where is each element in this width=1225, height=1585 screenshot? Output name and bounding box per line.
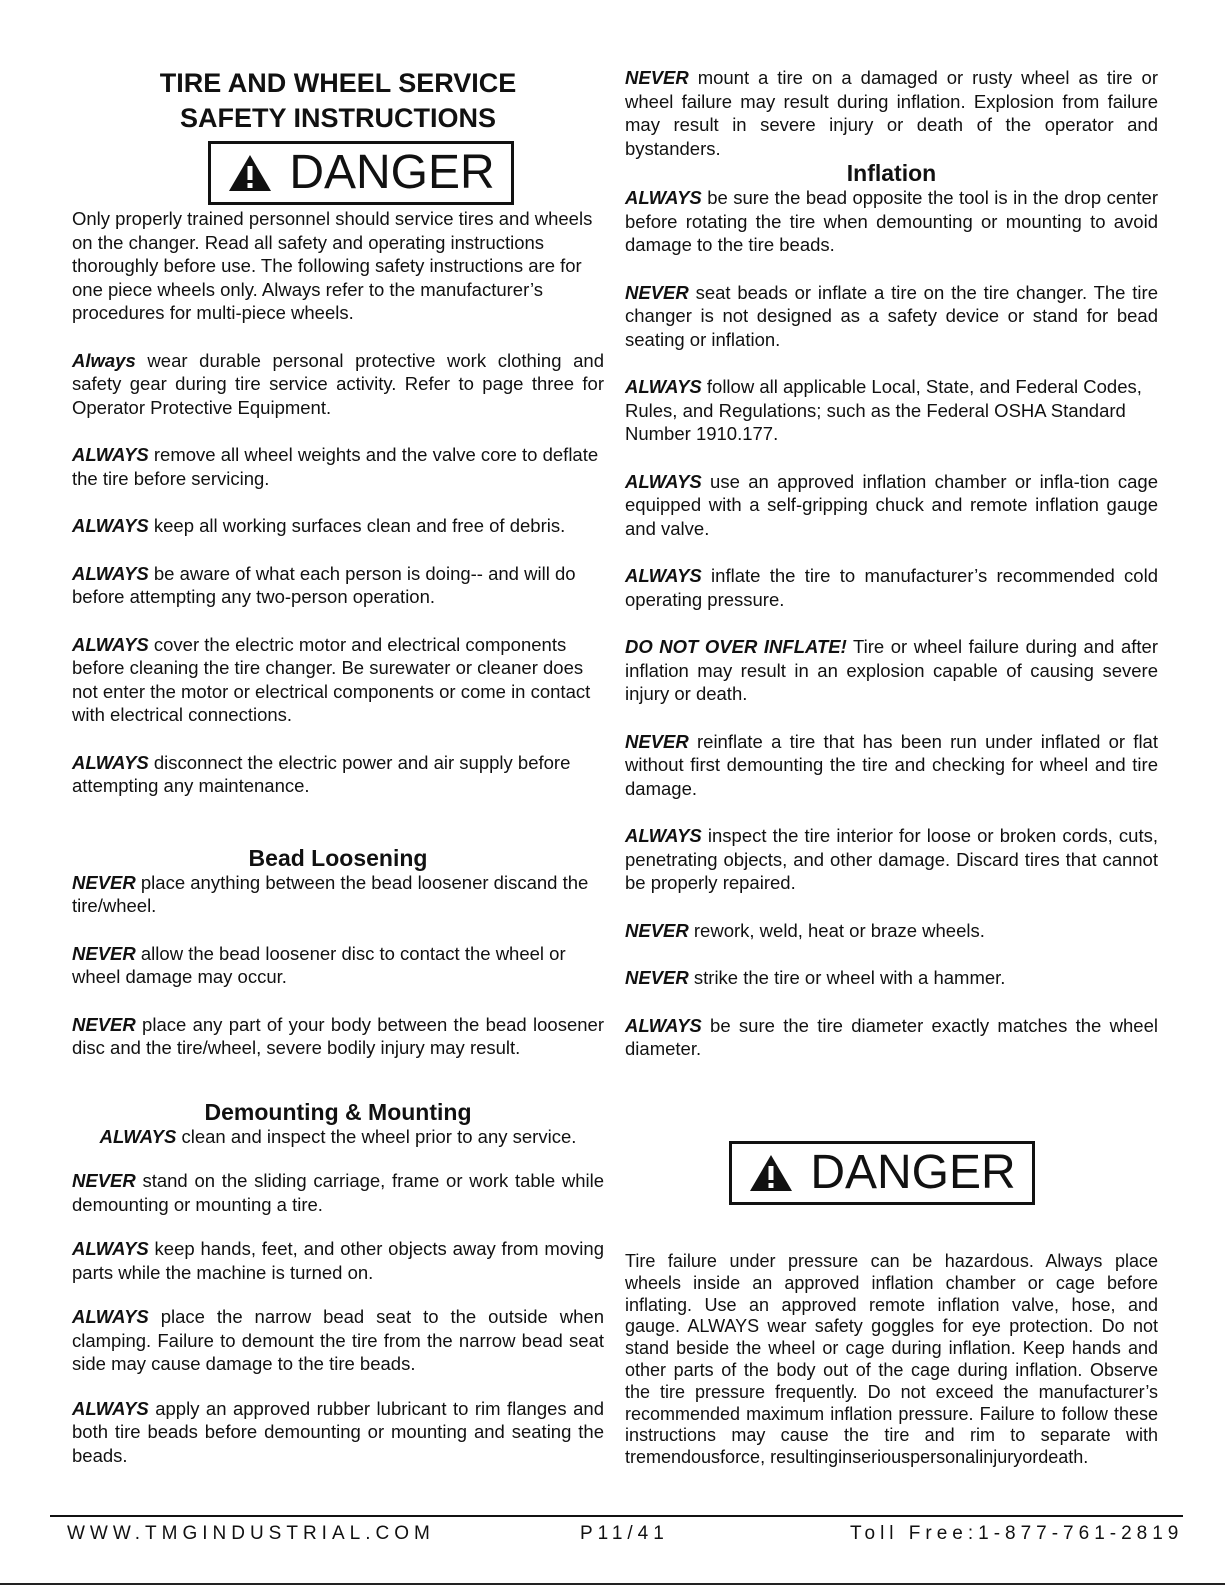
inflation-item: NEVER strike the tire or wheel with a hammer. xyxy=(625,967,1006,988)
inflation-item: ALWAYS inspect the tire interior for loose or broken cords, cuts, penetrating objects, and other damage. Discard tires that cannot be properly repaired. xyxy=(625,825,1158,893)
left-column xyxy=(72,66,604,1467)
inflation-item: ALWAYS follow all applicable Local, State, and Federal Codes, Rules, and Regulations; such as the Federal OSHA Standard Number 1910.177. xyxy=(625,376,1142,444)
right-column xyxy=(625,66,1158,1061)
bead-item: NEVER allow the bead loosener disc to contact the wheel or wheel damage may occur. xyxy=(72,942,566,987)
demounting-mounting-heading: Demounting & Mounting xyxy=(204,1098,472,1125)
safety-item: ALWAYS cover the electric motor and electrical components before cleaning the tire changer. Be surewater or cleaner does not enter the motor or electrical components or come in contact with electrical connections. xyxy=(72,633,591,725)
safety-item: ALWAYS keep all working surfaces clean and free of debris. xyxy=(72,515,566,536)
bead-item: NEVER place anything between the bead loosener discand the tire/wheel. xyxy=(72,871,589,916)
footer-divider xyxy=(50,1515,1183,1517)
inflation-item: NEVER seat beads or inflate a tire on the tire changer. The tire changer is not designed as a safety device or stand for bead seating or inflation. xyxy=(625,281,1158,350)
inflation-item: DO NOT OVER INFLATE! Tire or wheel failure during and after inflation may result in an explosion capable of causing severe injury or death. xyxy=(625,636,1158,704)
title-line-1: TIRE AND WHEEL SERVICE xyxy=(159,68,517,98)
inflation-item: ALWAYS use an approved inflation chamber or infla-tion cage equipped with a self-gripping chuck and remote inflation gauge and valve. xyxy=(625,470,1158,539)
safety-item: ALWAYS remove all wheel weights and the valve core to deflate the tire before servicing. xyxy=(72,444,599,489)
warning-paragraph: Tire failure under pressure can be hazardous. Always place wheels inside an approved inflation chamber or cage before inflating. Use an approved remote inflation valve, hose, and gauge. ALWAYS wear safety goggles for eye protection. Do not stand beside the wheel or cage during inflation. Keep hands and other parts of the body out of the cage during inflation. Observe the tire pressure frequently. Do not exceed the manufacturer’s recommended maximum inflation pressure. Failure to follow these instructions may cause the tire and rim to separate with tremendousforce, resultinginseriouspersonalinjuryordeath. xyxy=(625,1251,1158,1468)
safety-item: ALWAYS disconnect the electric power and air supply before attempting any maintenance. xyxy=(72,751,571,796)
warning-triangle-icon xyxy=(227,153,273,193)
bead-item: NEVER place any part of your body between the bead loosener disc and the tire/wheel, severe bodily injury may result. xyxy=(72,1013,604,1058)
demount-item: ALWAYS keep hands, feet, and other objects away from moving parts while the machine is turned on. xyxy=(72,1238,604,1283)
demount-item: NEVER stand on the sliding carriage, frame or work table while demounting or mounting a tire. xyxy=(72,1170,604,1215)
demount-item: ALWAYS apply an approved rubber lubricant to rim flanges and both tire beads before demounting or mounting and seating the beads. xyxy=(72,1397,604,1466)
demount-item: ALWAYS place the narrow bead seat to the outside when clamping. Failure to demount the tire from the narrow bead seat side may cause damage to the tire beads. xyxy=(72,1306,604,1374)
inflation-item: ALWAYS be sure the bead opposite the tool is in the drop center before rotating the tire when demounting or mounting to avoid damage to the tire beads. xyxy=(625,187,1158,255)
inflation-item: ALWAYS inflate the tire to manufacturer’s recommended cold operating pressure. xyxy=(625,565,1158,610)
title-line-2: SAFETY INSTRUCTIONS xyxy=(179,103,497,133)
footer-phone: Toll Free:1-877-761-2819 xyxy=(850,1523,1184,1544)
inflation-item: NEVER rework, weld, heat or braze wheels. xyxy=(625,919,985,941)
footer-website: WWW.TMGINDUSTRIAL.COM xyxy=(67,1523,435,1544)
warning-triangle-icon xyxy=(748,1153,794,1193)
safety-item: NEVER mount a tire on a damaged or rusty wheel as tire or wheel failure may result during inflation. Explosion from failure may result in severe injury or death of the operator and bystanders. xyxy=(625,67,1158,159)
inflation-heading: Inflation xyxy=(846,160,937,186)
demount-item: ALWAYS clean and inspect the wheel prior to any service. xyxy=(99,1125,577,1147)
safety-item: ALWAYS be aware of what each person is doing-- and will do before attempting any two-person operation. xyxy=(72,562,576,607)
inflation-item: NEVER reinflate a tire that has been run under inflated or flat without first demounting the tire and checking for wheel and tire damage. xyxy=(625,730,1158,799)
bead-loosening-heading: Bead Loosening xyxy=(248,844,428,871)
page-title xyxy=(72,66,604,136)
danger-sign-bottom xyxy=(729,1141,1035,1205)
danger-label: DANGER xyxy=(289,146,495,199)
danger-sign-top xyxy=(208,141,514,205)
footer-page-number: P11/41 xyxy=(580,1523,669,1544)
danger-label: DANGER xyxy=(810,1146,1016,1199)
inflation-item: ALWAYS be sure the tire diameter exactly matches the wheel diameter. xyxy=(625,1014,1158,1059)
safety-item: Always wear durable personal protective work clothing and safety gear during tire service activity. Refer to page three for Operator Protective Equipment. xyxy=(72,349,604,418)
intro-paragraph: Only properly trained personnel should service tires and wheels on the changer. Read all safety and operating instructions thoroughly before use. The following safety instructions are for one piece wheels only. Always refer to the manufacturer’s procedures for multi-piece wheels. xyxy=(72,208,593,323)
